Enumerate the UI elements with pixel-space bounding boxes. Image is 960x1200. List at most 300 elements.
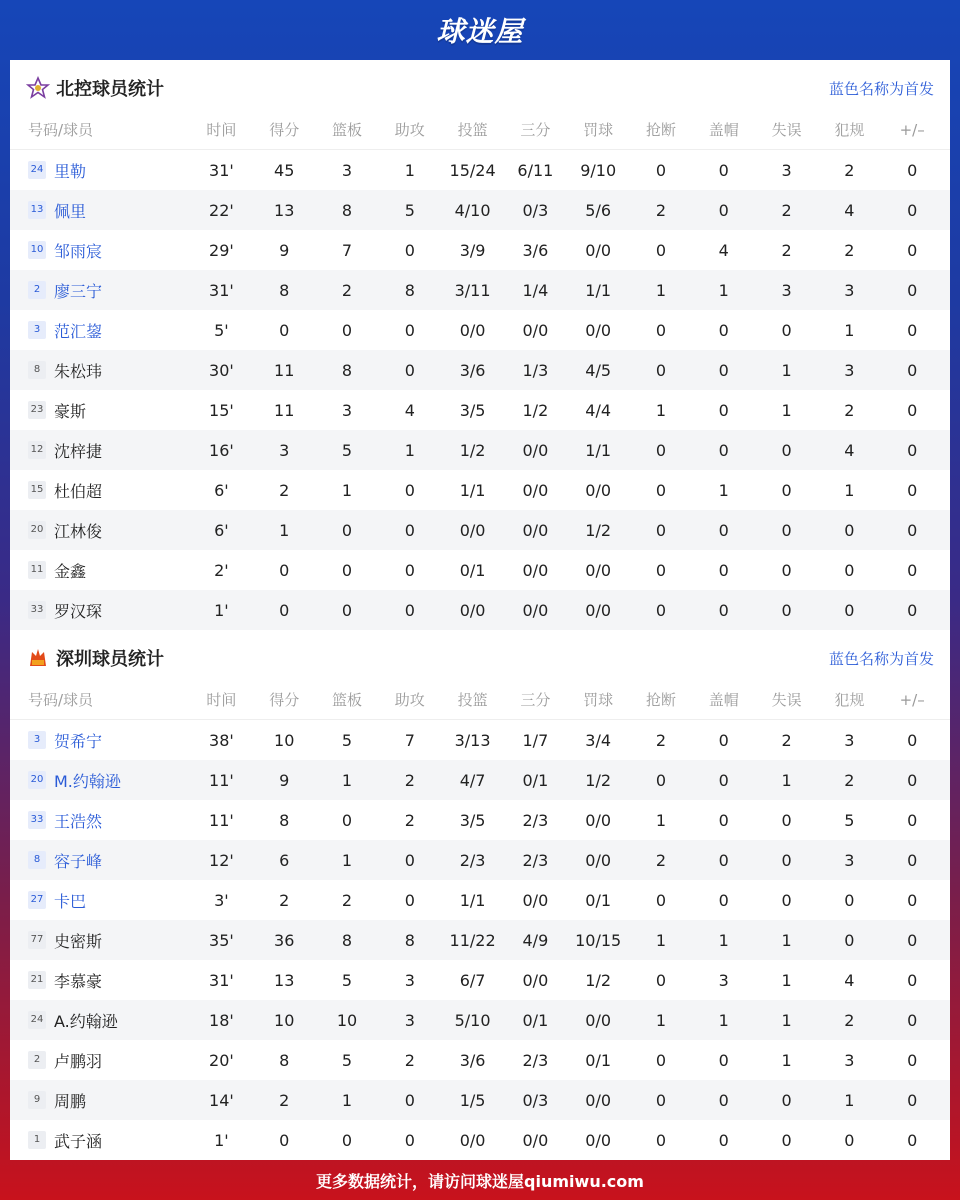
stat-cell: 1 <box>655 810 667 830</box>
stat-cell: 0 <box>781 1130 792 1150</box>
player-name[interactable]: 卡巴 <box>54 891 87 911</box>
stat-cell: 0/0 <box>522 1130 549 1150</box>
column-header: 助攻 <box>394 121 425 139</box>
player-name[interactable]: 沈梓捷 <box>54 441 103 461</box>
stat-cell: 0 <box>718 200 729 220</box>
player-row[interactable] <box>10 840 950 880</box>
stat-cell: 2 <box>404 810 415 830</box>
player-cell <box>10 809 190 832</box>
stat-cell: 0 <box>907 600 918 620</box>
stat-cell: 0 <box>907 1010 918 1030</box>
player-row[interactable] <box>10 880 950 920</box>
player-row[interactable] <box>10 1040 950 1080</box>
player-cell <box>10 439 190 462</box>
player-row[interactable] <box>10 1080 950 1120</box>
stat-cell: 1 <box>404 160 415 180</box>
stat-cell: 3 <box>279 440 290 460</box>
jersey-number-badge: 77 <box>28 931 46 949</box>
team-name: 北控球员统计 <box>56 79 164 100</box>
stat-cell: 0 <box>844 930 855 950</box>
stat-cell: 3 <box>341 160 353 180</box>
stat-cell: 6' <box>214 480 229 500</box>
stat-cell: 0/0 <box>459 600 486 620</box>
stat-cell: 1 <box>655 280 667 300</box>
stat-cell: 2 <box>844 400 855 420</box>
stat-cell: 0 <box>279 1130 290 1150</box>
column-header: 罚球 <box>583 121 614 139</box>
player-row[interactable] <box>10 310 950 350</box>
stat-cell: 0 <box>907 440 918 460</box>
player-name[interactable]: M.约翰逊 <box>54 771 121 791</box>
stat-cell: 0/0 <box>585 810 612 830</box>
player-row[interactable] <box>10 510 950 550</box>
stat-cell: 0 <box>907 970 918 990</box>
stat-cell: 0 <box>718 360 729 380</box>
stat-cell: 0/0 <box>585 560 612 580</box>
player-name[interactable]: 贺希宁 <box>54 731 103 751</box>
stat-cell: 16' <box>209 440 234 460</box>
player-name[interactable]: 廖三宁 <box>54 281 103 301</box>
player-cell <box>10 199 190 222</box>
player-name[interactable]: 杜伯超 <box>54 481 103 501</box>
player-cell <box>10 929 190 952</box>
stat-cell: 0 <box>718 440 729 460</box>
stat-cell: 0 <box>781 480 792 500</box>
player-name[interactable]: 周鹏 <box>54 1091 87 1111</box>
jersey-number-badge: 3 <box>28 321 46 339</box>
stat-cell: 0 <box>279 600 290 620</box>
stat-cell: 0 <box>907 1090 918 1110</box>
stat-cell: 15' <box>209 400 234 420</box>
stat-cell: 3 <box>844 1050 855 1070</box>
brand-header <box>0 0 960 60</box>
jersey-number-badge: 13 <box>28 201 46 219</box>
stat-cell: 31' <box>209 280 234 300</box>
stat-cell: 2/3 <box>522 1050 549 1070</box>
stat-cell: 0 <box>781 560 792 580</box>
stat-cell: 8 <box>279 280 290 300</box>
player-row[interactable] <box>10 1000 950 1040</box>
stat-cell: 9 <box>279 770 290 790</box>
stat-cell: 11' <box>209 770 234 790</box>
stat-cell: 2 <box>279 1090 290 1110</box>
player-name[interactable]: 卢鹏羽 <box>54 1051 103 1071</box>
stat-cell: 4 <box>844 440 855 460</box>
player-row[interactable] <box>10 350 950 390</box>
stat-cell: 0 <box>655 1130 667 1150</box>
stat-cell: 0 <box>279 320 290 340</box>
footer-link[interactable]: 更多数据统计，请访问球迷屋qiumiwu.com <box>316 1171 644 1191</box>
stat-cell: 1' <box>214 600 229 620</box>
player-cell <box>10 729 190 752</box>
player-cell <box>10 559 190 582</box>
stat-cell: 10 <box>336 1010 358 1030</box>
player-row[interactable] <box>10 270 950 310</box>
player-name[interactable]: 金鑫 <box>54 561 87 581</box>
stat-cell: 10/15 <box>575 930 622 950</box>
column-header: 得分 <box>269 121 300 139</box>
player-row[interactable] <box>10 190 950 230</box>
stat-cell: 0 <box>907 930 918 950</box>
stat-cell: 0 <box>907 1050 918 1070</box>
stat-cell: 0 <box>844 1130 855 1150</box>
stat-cell: 2 <box>655 850 667 870</box>
stat-cell: 5/6 <box>585 200 612 220</box>
stat-cell: 0 <box>718 730 729 750</box>
stat-cell: 0 <box>341 810 353 830</box>
stat-cell: 2 <box>781 240 792 260</box>
stat-cell: 1 <box>655 1010 667 1030</box>
stat-cell: 0 <box>907 770 918 790</box>
stat-cell: 0 <box>781 520 792 540</box>
player-row[interactable] <box>10 1120 950 1160</box>
stat-cell: 0 <box>907 360 918 380</box>
stat-cell: 0 <box>655 480 667 500</box>
stat-cell: 3 <box>781 280 792 300</box>
stat-cell: 1 <box>404 440 415 460</box>
stat-cell: 6/7 <box>459 970 486 990</box>
stat-cell: 0 <box>341 600 353 620</box>
player-name[interactable]: 豪斯 <box>54 401 87 421</box>
stat-cell: 1 <box>341 770 353 790</box>
stat-cell: 11' <box>209 810 234 830</box>
stat-cell: 0/0 <box>585 1130 612 1150</box>
stat-cell: 3 <box>404 970 415 990</box>
stat-cell: 0/0 <box>585 240 612 260</box>
beikong-team-logo-icon <box>26 76 50 100</box>
column-header: 时间 <box>206 691 237 709</box>
stat-cell: 0 <box>844 600 855 620</box>
stat-cell: 2/3 <box>459 850 486 870</box>
jersey-number-badge: 27 <box>28 891 46 909</box>
column-header: 投篮 <box>457 691 488 709</box>
column-header: +/– <box>899 690 925 709</box>
stat-cell: 2 <box>279 890 290 910</box>
stat-cell: 9/10 <box>580 160 617 180</box>
stat-cell: 0 <box>655 600 667 620</box>
stat-cell: 5 <box>341 1050 353 1070</box>
stat-cell: 0/1 <box>585 1050 612 1070</box>
stat-cell: 4/4 <box>585 400 612 420</box>
player-row[interactable] <box>10 590 950 630</box>
stats-card <box>10 60 950 1160</box>
stat-cell: 1/2 <box>585 770 612 790</box>
player-name[interactable]: 容子峰 <box>54 851 103 871</box>
player-cell <box>10 479 190 502</box>
stat-cell: 2 <box>781 200 792 220</box>
stat-cell: 10 <box>274 730 295 750</box>
player-row[interactable] <box>10 550 950 590</box>
stat-cell: 3/6 <box>459 1050 486 1070</box>
column-header: 时间 <box>206 121 237 139</box>
stat-cell: 1 <box>341 480 353 500</box>
stat-cell: 45 <box>274 160 295 180</box>
player-row[interactable] <box>10 470 950 510</box>
stat-cell: 2 <box>781 730 792 750</box>
player-row[interactable] <box>10 800 950 840</box>
stat-cell: 0 <box>907 810 918 830</box>
stat-cell: 0 <box>655 320 667 340</box>
stat-cell: 1/4 <box>522 280 549 300</box>
column-header: 篮板 <box>331 691 362 709</box>
stat-cell: 0 <box>404 360 415 380</box>
stat-cell: 0/0 <box>585 600 612 620</box>
stat-cell: 0/1 <box>522 1010 549 1030</box>
jersey-number-badge: 23 <box>28 401 46 419</box>
stat-cell: 0/0 <box>522 560 549 580</box>
stat-cell: 1 <box>718 930 729 950</box>
stat-cell: 11/22 <box>449 930 496 950</box>
stat-cell: 0/0 <box>522 890 549 910</box>
stat-cell: 0 <box>781 440 792 460</box>
jersey-number-badge: 11 <box>28 561 46 579</box>
stat-cell: 0/0 <box>522 480 549 500</box>
team-title <box>26 645 164 671</box>
player-name[interactable]: 范汇鋆 <box>54 321 103 341</box>
player-cell <box>10 519 190 542</box>
stat-cell: 0 <box>655 360 667 380</box>
player-cell <box>10 159 190 182</box>
player-cell <box>10 1049 190 1072</box>
stat-cell: 0 <box>907 1130 918 1150</box>
player-name[interactable]: 佩里 <box>54 201 87 221</box>
stat-cell: 1/2 <box>459 440 486 460</box>
stat-cell: 0 <box>718 600 729 620</box>
column-header: 失误 <box>771 121 802 139</box>
stat-cell: 0 <box>341 520 353 540</box>
stat-cell: 0 <box>781 810 792 830</box>
player-row[interactable] <box>10 720 950 760</box>
player-cell <box>10 1129 190 1152</box>
stat-cell: 1/7 <box>522 730 549 750</box>
stat-cell: 0/1 <box>522 770 549 790</box>
stat-cell: 0/0 <box>522 320 549 340</box>
stat-cell: 8 <box>404 930 415 950</box>
stat-cell: 2 <box>655 730 667 750</box>
player-name[interactable]: 李慕豪 <box>54 971 103 991</box>
stat-cell: 3 <box>844 850 855 870</box>
stat-cell: 8 <box>279 810 290 830</box>
stat-cell: 1/2 <box>585 520 612 540</box>
stat-cell: 3/9 <box>459 240 486 260</box>
stat-cell: 8 <box>341 930 353 950</box>
stat-cell: 1 <box>781 1010 792 1030</box>
stat-cell: 0 <box>907 320 918 340</box>
stat-cell: 0 <box>718 400 729 420</box>
stat-cell: 22' <box>209 200 234 220</box>
stat-cell: 4/7 <box>459 770 486 790</box>
jersey-number-badge: 15 <box>28 481 46 499</box>
stat-cell: 0 <box>907 560 918 580</box>
player-cell <box>10 969 190 992</box>
player-name[interactable]: 罗汉琛 <box>54 601 103 621</box>
jersey-number-badge: 20 <box>28 521 46 539</box>
stat-cell: 0/0 <box>585 480 612 500</box>
stat-cell: 20' <box>209 1050 234 1070</box>
stat-cell: 18' <box>209 1010 234 1030</box>
column-header-row <box>10 680 950 720</box>
player-row[interactable] <box>10 960 950 1000</box>
stat-cell: 0 <box>781 320 792 340</box>
stat-cell: 14' <box>209 1090 234 1110</box>
stat-cell: 0/0 <box>585 1090 612 1110</box>
stat-cell: 7 <box>341 240 353 260</box>
stat-cell: 3 <box>718 970 729 990</box>
player-row[interactable] <box>10 920 950 960</box>
stat-cell: 12' <box>209 850 234 870</box>
player-name[interactable]: A.约翰逊 <box>54 1011 118 1031</box>
stat-cell: 3/5 <box>459 810 486 830</box>
stat-cell: 0 <box>655 440 667 460</box>
stat-cell: 1/2 <box>522 400 549 420</box>
stat-cell: 5 <box>341 440 353 460</box>
player-cell <box>10 359 190 382</box>
stat-cell: 2 <box>404 1050 415 1070</box>
stat-cell: 6' <box>214 520 229 540</box>
stat-cell: 1 <box>279 520 290 540</box>
player-name[interactable]: 朱松玮 <box>54 361 103 381</box>
stat-cell: 0/0 <box>585 850 612 870</box>
player-name[interactable]: 武子涵 <box>54 1131 103 1151</box>
stat-cell: 8 <box>341 200 353 220</box>
player-row[interactable] <box>10 150 950 190</box>
stat-cell: 0/1 <box>459 560 486 580</box>
stat-cell: 1/1 <box>585 280 612 300</box>
stat-cell: 5 <box>341 970 353 990</box>
stat-cell: 0 <box>844 520 855 540</box>
stat-cell: 3 <box>844 730 855 750</box>
stat-cell: 0/0 <box>522 600 549 620</box>
column-header: 盖帽 <box>708 121 739 139</box>
team-section-header <box>10 630 950 686</box>
stat-cell: 4/9 <box>522 930 549 950</box>
stat-cell: 2 <box>844 770 855 790</box>
stat-cell: 3/11 <box>454 280 491 300</box>
player-name[interactable]: 王浩然 <box>54 811 103 831</box>
stat-cell: 0 <box>718 1090 729 1110</box>
stat-cell: 0 <box>718 810 729 830</box>
column-header: 罚球 <box>583 691 614 709</box>
stat-cell: 1' <box>214 1130 229 1150</box>
stat-cell: 0 <box>279 560 290 580</box>
stat-cell: 0 <box>781 890 792 910</box>
jersey-number-badge: 24 <box>28 161 46 179</box>
column-header: 投篮 <box>457 121 488 139</box>
stat-cell: 0 <box>907 520 918 540</box>
stat-cell: 5/10 <box>454 1010 491 1030</box>
stat-cell: 0/0 <box>522 970 549 990</box>
stat-cell: 0 <box>655 240 667 260</box>
stat-cell: 5 <box>341 730 353 750</box>
stat-cell: 11 <box>274 400 295 420</box>
jersey-number-badge: 12 <box>28 441 46 459</box>
player-name[interactable]: 江林俊 <box>54 521 103 541</box>
column-header: +/– <box>899 120 925 139</box>
column-header: 盖帽 <box>708 691 739 709</box>
stat-cell: 0 <box>907 480 918 500</box>
stat-cell: 0 <box>718 1130 729 1150</box>
stat-cell: 0 <box>655 160 667 180</box>
stat-cell: 0 <box>718 850 729 870</box>
stat-cell: 0 <box>781 1090 792 1110</box>
stat-cell: 0 <box>404 1090 415 1110</box>
jersey-number-badge: 8 <box>28 851 46 869</box>
stat-cell: 1 <box>341 1090 353 1110</box>
column-header: 三分 <box>520 121 551 139</box>
stat-cell: 5 <box>844 810 855 830</box>
stat-cell: 0 <box>718 160 729 180</box>
stat-cell: 7 <box>404 730 415 750</box>
column-header: 犯规 <box>834 691 865 709</box>
player-row[interactable] <box>10 760 950 800</box>
stat-cell: 1 <box>781 930 792 950</box>
team-section-header <box>10 60 950 116</box>
team-name: 深圳球员统计 <box>56 649 164 670</box>
stat-cell: 0/0 <box>459 520 486 540</box>
player-row[interactable] <box>10 390 950 430</box>
jersey-number-badge: 9 <box>28 1091 46 1109</box>
stat-cell: 4 <box>844 970 855 990</box>
stat-cell: 38' <box>209 730 234 750</box>
stat-cell: 0 <box>655 1090 667 1110</box>
player-name[interactable]: 邹雨宸 <box>54 241 103 261</box>
stat-cell: 0 <box>781 600 792 620</box>
stat-cell: 1 <box>781 770 792 790</box>
player-cell <box>10 399 190 422</box>
player-cell <box>10 769 190 792</box>
stat-cell: 4/10 <box>454 200 491 220</box>
stat-cell: 15/24 <box>449 160 496 180</box>
stat-cell: 1 <box>781 400 792 420</box>
player-cell <box>10 599 190 622</box>
stat-cell: 3/5 <box>459 400 486 420</box>
stat-cell: 1 <box>655 400 667 420</box>
stat-cell: 0 <box>718 520 729 540</box>
stat-cell: 2 <box>404 770 415 790</box>
column-header: 抢断 <box>645 691 676 709</box>
stat-cell: 0/1 <box>585 890 612 910</box>
stat-cell: 10 <box>274 1010 295 1030</box>
stat-cell: 0 <box>404 480 415 500</box>
stat-cell: 0 <box>404 560 415 580</box>
stat-cell: 0/0 <box>585 320 612 340</box>
player-row[interactable] <box>10 230 950 270</box>
stat-cell: 0 <box>404 320 415 340</box>
stat-cell: 2 <box>844 160 855 180</box>
column-header: 助攻 <box>394 691 425 709</box>
stat-cell: 6/11 <box>517 160 554 180</box>
stat-cell: 0 <box>341 1130 353 1150</box>
stat-cell: 2 <box>341 890 353 910</box>
stat-cell: 4 <box>718 240 729 260</box>
stat-cell: 3 <box>341 400 353 420</box>
player-name[interactable]: 史密斯 <box>54 931 103 951</box>
stat-cell: 0/3 <box>522 200 549 220</box>
stat-cell: 0/0 <box>522 520 549 540</box>
stat-cell: 8 <box>404 280 415 300</box>
stat-cell: 5 <box>404 200 415 220</box>
stat-cell: 1/2 <box>585 970 612 990</box>
player-row[interactable] <box>10 430 950 470</box>
player-cell <box>10 239 190 262</box>
stat-cell: 8 <box>279 1050 290 1070</box>
stat-cell: 0 <box>907 890 918 910</box>
stat-cell: 0 <box>907 200 918 220</box>
player-name[interactable]: 里勒 <box>54 161 87 181</box>
stat-cell: 3 <box>844 280 855 300</box>
player-cell <box>10 849 190 872</box>
stat-cell: 3' <box>214 890 229 910</box>
